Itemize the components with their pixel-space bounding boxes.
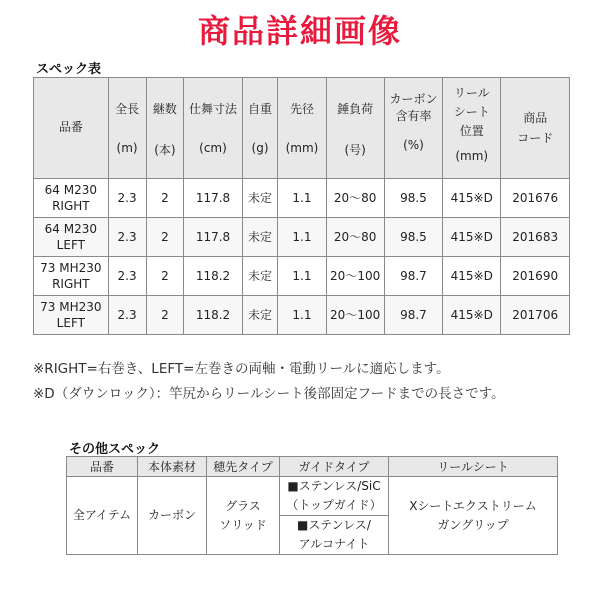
other-col-part-number: 品番 <box>67 457 138 477</box>
cell-reel-seat-position: 415※D <box>443 218 501 257</box>
col-header-product-code: 商品 コード <box>501 78 570 179</box>
cell-closed-length: 117.8 <box>184 218 242 257</box>
other-cell-reel-seat: Xシートエクストリーム ガングリップ <box>389 477 558 555</box>
other-cell-material: カーボン <box>138 477 207 555</box>
other-header-row <box>67 457 558 477</box>
cell-weight: 未定 <box>242 296 278 335</box>
cell-sinker-load: 20～100 <box>326 257 384 296</box>
other-spec-table <box>66 456 558 555</box>
cell-part-number: 64 M230 RIGHT <box>34 179 109 218</box>
table-row <box>34 296 570 335</box>
cell-part-number: 73 MH230 LEFT <box>34 296 109 335</box>
other-cell-guide-type-2: ■ステンレス/ アルコナイト <box>280 516 389 555</box>
cell-carbon-content: 98.5 <box>384 179 442 218</box>
cell-closed-length: 118.2 <box>184 296 242 335</box>
cell-carbon-content: 98.5 <box>384 218 442 257</box>
spec-table <box>33 77 570 335</box>
note-downlock: ※D（ダウンロック）：竿尻からリールシート後部固定フードまでの長さです。 <box>33 386 505 402</box>
other-col-material: 本体素材 <box>138 457 207 477</box>
other-cell-tip-type: グラス ソリッド <box>207 477 280 555</box>
cell-part-number: 73 MH230 RIGHT <box>34 257 109 296</box>
cell-length: 2.3 <box>108 257 146 296</box>
col-header-reel-seat-position: リール シート 位置 (mm) <box>443 78 501 179</box>
cell-product-code: 201706 <box>501 296 570 335</box>
cell-reel-seat-position: 415※D <box>443 257 501 296</box>
cell-reel-seat-position: 415※D <box>443 296 501 335</box>
cell-carbon-content: 98.7 <box>384 296 442 335</box>
col-header-sinker-load: 錘負荷 (号) <box>326 78 384 179</box>
cell-sections: 2 <box>146 218 184 257</box>
cell-sections: 2 <box>146 296 184 335</box>
other-col-reel-seat: リールシート <box>389 457 558 477</box>
notes <box>33 357 505 407</box>
cell-product-code: 201683 <box>501 218 570 257</box>
other-col-tip-type: 穂先タイプ <box>207 457 280 477</box>
cell-weight: 未定 <box>242 218 278 257</box>
other-spec-heading: その他スペック <box>69 442 161 457</box>
cell-weight: 未定 <box>242 179 278 218</box>
cell-closed-length: 117.8 <box>184 179 242 218</box>
other-cell-guide-type-1: ■ステンレス/SiC （トップガイド） <box>280 477 389 516</box>
cell-sections: 2 <box>146 179 184 218</box>
page-title: 商品詳細画像 <box>197 12 402 50</box>
cell-closed-length: 118.2 <box>184 257 242 296</box>
other-cell-part-number: 全アイテム <box>67 477 138 555</box>
other-col-guide-type: ガイドタイプ <box>280 457 389 477</box>
cell-length: 2.3 <box>108 296 146 335</box>
cell-tip-diameter: 1.1 <box>278 179 326 218</box>
cell-sinker-load: 20～80 <box>326 218 384 257</box>
cell-carbon-content: 98.7 <box>384 257 442 296</box>
cell-weight: 未定 <box>242 257 278 296</box>
col-header-sections: 継数 (本) <box>146 78 184 179</box>
cell-sections: 2 <box>146 257 184 296</box>
cell-tip-diameter: 1.1 <box>278 257 326 296</box>
note-handedness: ※RIGHT=右巻き、LEFT=左巻きの両軸・電動リールに適応します。 <box>33 361 450 377</box>
cell-sinker-load: 20～80 <box>326 179 384 218</box>
cell-tip-diameter: 1.1 <box>278 218 326 257</box>
cell-sinker-load: 20～100 <box>326 296 384 335</box>
table-row <box>34 218 570 257</box>
col-header-weight: 自重 (g) <box>242 78 278 179</box>
table-row <box>67 477 558 516</box>
cell-reel-seat-position: 415※D <box>443 179 501 218</box>
cell-product-code: 201690 <box>501 257 570 296</box>
cell-tip-diameter: 1.1 <box>278 296 326 335</box>
col-header-length: 全長 (m) <box>108 78 146 179</box>
spec-header-row <box>34 78 570 179</box>
col-header-carbon-content: カーボン 含有率 (%) <box>384 78 442 179</box>
table-row <box>34 179 570 218</box>
cell-product-code: 201676 <box>501 179 570 218</box>
table-row <box>34 257 570 296</box>
cell-part-number: 64 M230 LEFT <box>34 218 109 257</box>
cell-length: 2.3 <box>108 218 146 257</box>
col-header-tip-diameter: 先径 (mm) <box>278 78 326 179</box>
spec-heading: スペック表 <box>36 62 102 77</box>
col-header-part-number: 品番 <box>34 78 109 179</box>
col-header-closed-length: 仕舞寸法 (cm) <box>184 78 242 179</box>
cell-length: 2.3 <box>108 179 146 218</box>
